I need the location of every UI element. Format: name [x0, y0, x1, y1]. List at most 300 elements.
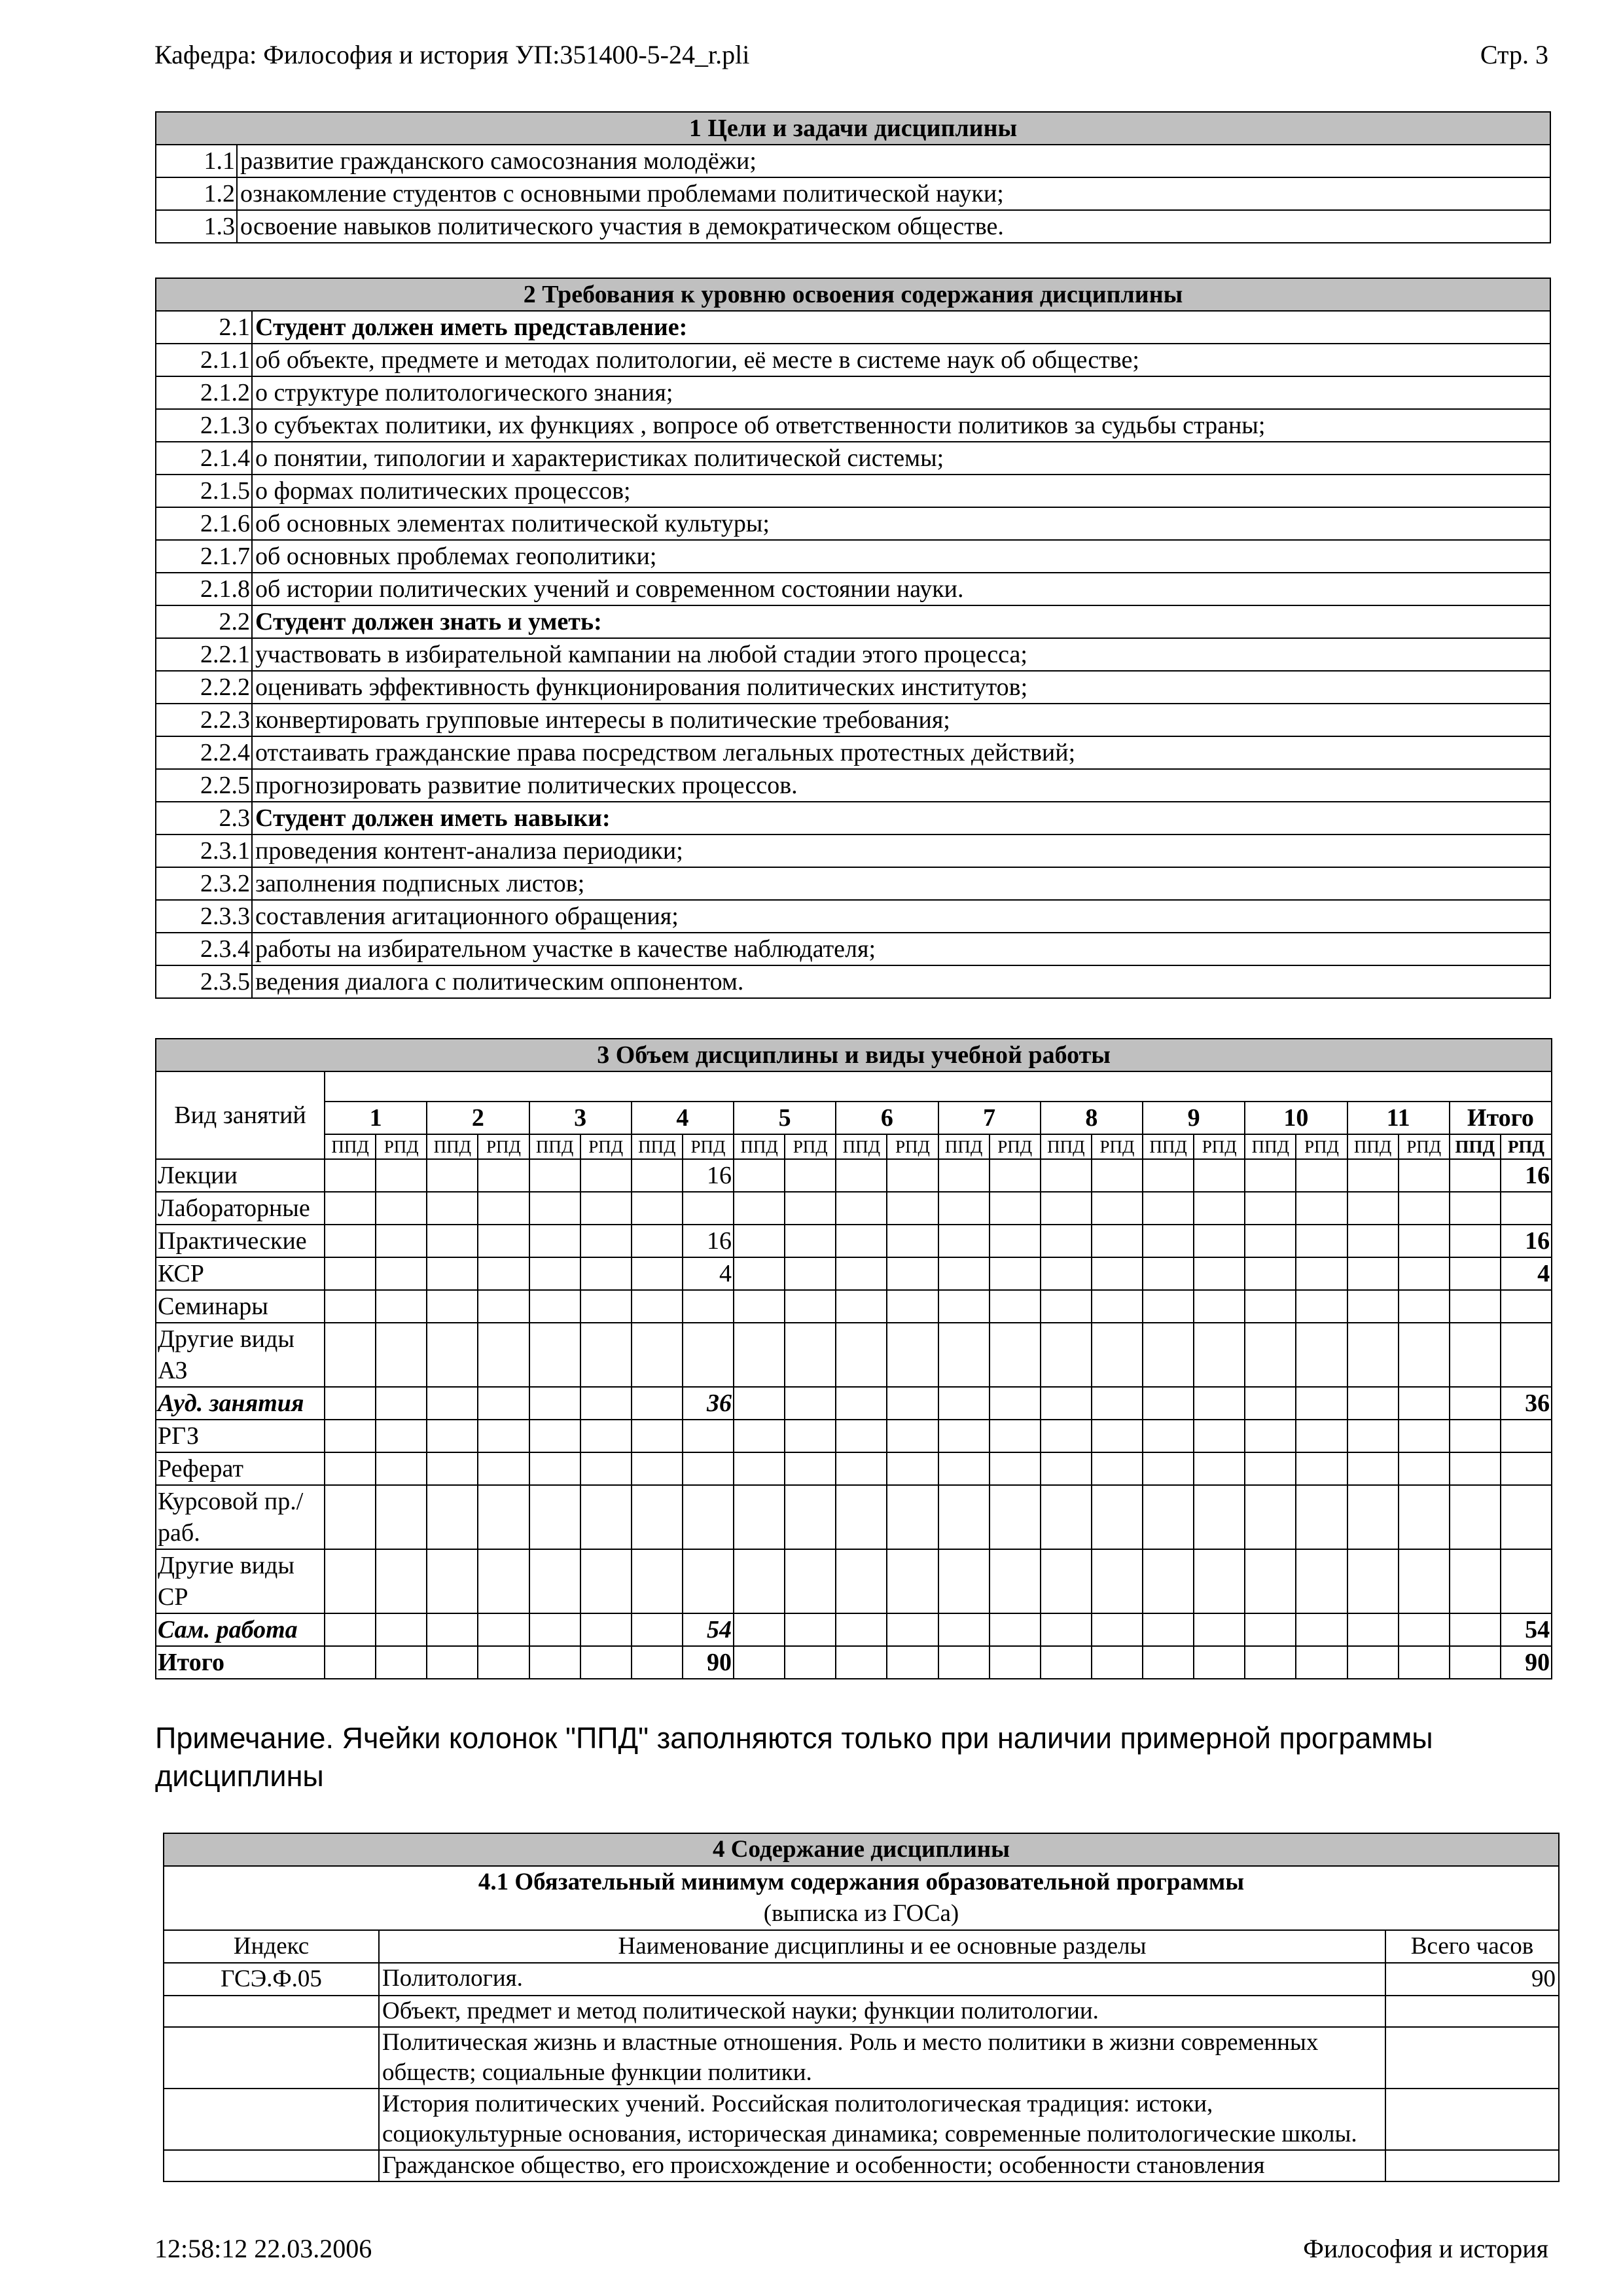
semester-4-value [683, 1485, 734, 1549]
value-cell [376, 1452, 427, 1485]
semester-4-value: 16 [683, 1159, 734, 1192]
value-cell [990, 1387, 1041, 1420]
value-cell [325, 1485, 376, 1549]
value-cell [1143, 1485, 1194, 1549]
value-cell [529, 1452, 580, 1485]
total-value [1501, 1323, 1552, 1387]
value-cell [427, 1257, 478, 1290]
value-cell [325, 1387, 376, 1420]
value-cell [1347, 1387, 1399, 1420]
value-cell [1194, 1485, 1245, 1549]
value-cell [478, 1613, 529, 1646]
value-cell [632, 1452, 683, 1485]
value-cell [478, 1290, 529, 1323]
value-cell [1194, 1549, 1245, 1613]
value-cell [1399, 1323, 1450, 1387]
semester-4-value [683, 1192, 734, 1225]
row-name: Политическая жизнь и властные отношения. Роль и место политики в жизни современных обществ; социальные функции политики. [379, 2027, 1385, 2089]
semester-4-value: 16 [683, 1225, 734, 1257]
column-header-hours: Всего часов [1385, 1930, 1559, 1963]
value-cell [887, 1159, 938, 1192]
table-row [164, 2150, 1559, 2181]
value-cell [734, 1225, 785, 1257]
value-cell [478, 1192, 529, 1225]
value-cell [1296, 1452, 1347, 1485]
value-cell [887, 1613, 938, 1646]
row-number: 2.1.4 [156, 442, 252, 475]
semester-header: 6 [836, 1102, 938, 1134]
value-cell [1450, 1646, 1501, 1679]
table-row [156, 834, 1550, 867]
row-text: Студент должен иметь представление: [252, 311, 1550, 344]
table-row [156, 1159, 1552, 1192]
value-cell [376, 1646, 427, 1679]
value-cell [376, 1387, 427, 1420]
value-cell [1347, 1549, 1399, 1613]
value-cell [529, 1549, 580, 1613]
value-cell [887, 1192, 938, 1225]
value-cell [1347, 1257, 1399, 1290]
value-cell [427, 1225, 478, 1257]
value-cell [1296, 1323, 1347, 1387]
row-label: Курсовой пр./раб. [156, 1485, 325, 1549]
value-cell [1296, 1549, 1347, 1613]
value-cell [1143, 1323, 1194, 1387]
value-cell [1194, 1323, 1245, 1387]
column-header-type: Вид занятий [156, 1071, 325, 1159]
value-cell [938, 1549, 990, 1613]
value-cell [836, 1420, 887, 1452]
row-text: оценивать эффективность функционирования политических институтов; [252, 671, 1550, 704]
table-row [156, 1387, 1552, 1420]
table-row [156, 311, 1550, 344]
value-cell [1143, 1613, 1194, 1646]
value-cell [785, 1646, 836, 1679]
value-cell [938, 1192, 990, 1225]
total-value: 4 [1501, 1257, 1552, 1290]
value-cell [478, 1159, 529, 1192]
table-row [156, 1485, 1552, 1549]
value-cell [325, 1290, 376, 1323]
value-cell [785, 1225, 836, 1257]
row-label: Другие виды АЗ [156, 1323, 325, 1387]
subsection-title [164, 1866, 1559, 1898]
ppd-header: ППД [1450, 1134, 1501, 1159]
value-cell [580, 1420, 632, 1452]
row-text: об истории политических учений и современном состоянии науки. [252, 573, 1550, 605]
table-row [156, 1257, 1552, 1290]
total-value [1501, 1290, 1552, 1323]
value-cell [1092, 1323, 1143, 1387]
value-cell [478, 1646, 529, 1679]
value-cell [1347, 1646, 1399, 1679]
value-cell [785, 1613, 836, 1646]
row-text: о формах политических процессов; [252, 475, 1550, 507]
value-cell [529, 1159, 580, 1192]
row-number: 2.1.5 [156, 475, 252, 507]
value-cell [1143, 1646, 1194, 1679]
row-number: 2.2.5 [156, 769, 252, 802]
value-cell [1092, 1420, 1143, 1452]
rpd-header: РПД [1194, 1134, 1245, 1159]
value-cell [887, 1323, 938, 1387]
table-row [164, 2027, 1559, 2089]
row-label: Ауд. занятия [156, 1387, 325, 1420]
value-cell [887, 1646, 938, 1679]
row-text: заполнения подписных листов; [252, 867, 1550, 900]
value-cell [785, 1452, 836, 1485]
value-cell [478, 1225, 529, 1257]
rpd-header: РПД [1296, 1134, 1347, 1159]
row-number: 2.3.1 [156, 834, 252, 867]
value-cell [990, 1323, 1041, 1387]
value-cell [478, 1387, 529, 1420]
value-cell [734, 1159, 785, 1192]
value-cell [1450, 1225, 1501, 1257]
value-cell [325, 1613, 376, 1646]
value-cell [427, 1420, 478, 1452]
value-cell [529, 1192, 580, 1225]
value-cell [1092, 1192, 1143, 1225]
content-table [163, 1833, 1560, 2182]
table-row [156, 867, 1550, 900]
row-hours [1385, 2150, 1559, 2181]
value-cell [836, 1225, 887, 1257]
value-cell [1143, 1225, 1194, 1257]
value-cell [1399, 1159, 1450, 1192]
table-row [156, 704, 1550, 736]
value-cell [376, 1159, 427, 1192]
value-cell [580, 1225, 632, 1257]
row-text: освоение навыков политического участия в демократическом обществе. [237, 210, 1550, 243]
value-cell [580, 1257, 632, 1290]
semester-header: 11 [1347, 1102, 1450, 1134]
row-text: ведения диалога с политическим оппонентом. [252, 965, 1550, 998]
value-cell [1143, 1549, 1194, 1613]
semester-4-value: 4 [683, 1257, 734, 1290]
section-title: 1 Цели и задачи дисциплины [156, 112, 1550, 145]
section-title: 4 Содержание дисциплины [164, 1833, 1559, 1866]
total-value [1501, 1549, 1552, 1613]
value-cell [1245, 1485, 1296, 1549]
value-cell [1245, 1159, 1296, 1192]
value-cell [990, 1646, 1041, 1679]
value-cell [427, 1323, 478, 1387]
row-text: о понятии, типологии и характеристиках политической системы; [252, 442, 1550, 475]
value-cell [427, 1452, 478, 1485]
table-row [156, 802, 1550, 834]
value-cell [1399, 1192, 1450, 1225]
value-cell [529, 1225, 580, 1257]
value-cell [1450, 1420, 1501, 1452]
row-number: 2.3.5 [156, 965, 252, 998]
empty-header-cell [325, 1071, 1552, 1102]
row-label: Другие виды СР [156, 1549, 325, 1613]
value-cell [1041, 1485, 1092, 1549]
ppd-header: ППД [1347, 1134, 1399, 1159]
value-cell [376, 1420, 427, 1452]
value-cell [376, 1192, 427, 1225]
ppd-header: ППД [325, 1134, 376, 1159]
subsection-note: (выписка из ГОСа) [164, 1898, 1559, 1930]
value-cell [1092, 1452, 1143, 1485]
rpd-header: РПД [1399, 1134, 1450, 1159]
total-value: 54 [1501, 1613, 1552, 1646]
page-header-left: Кафедра: Философия и история УП:351400-5-24_r.pli [154, 40, 750, 69]
value-cell [1399, 1257, 1450, 1290]
row-label: Лабораторные [156, 1192, 325, 1225]
value-cell [734, 1192, 785, 1225]
table-row [156, 736, 1550, 769]
semester-header: Итого [1450, 1102, 1552, 1134]
value-cell [1092, 1290, 1143, 1323]
value-cell [1194, 1420, 1245, 1452]
row-text: отстаивать гражданские права посредством легальных протестных действий; [252, 736, 1550, 769]
ppd-header: ППД [938, 1134, 990, 1159]
value-cell [887, 1257, 938, 1290]
value-cell [1450, 1323, 1501, 1387]
semester-4-value: 90 [683, 1646, 734, 1679]
value-cell [1245, 1323, 1296, 1387]
table-row [156, 376, 1550, 409]
value-cell [1245, 1387, 1296, 1420]
value-cell [1041, 1613, 1092, 1646]
value-cell [478, 1257, 529, 1290]
value-cell [1245, 1613, 1296, 1646]
value-cell [1041, 1159, 1092, 1192]
value-cell [990, 1420, 1041, 1452]
row-label: Реферат [156, 1452, 325, 1485]
value-cell [1245, 1549, 1296, 1613]
value-cell [734, 1420, 785, 1452]
row-text: Студент должен иметь навыки: [252, 802, 1550, 834]
table-row [156, 1290, 1552, 1323]
value-cell [580, 1323, 632, 1387]
value-cell [325, 1323, 376, 1387]
value-cell [836, 1323, 887, 1387]
value-cell [1194, 1387, 1245, 1420]
value-cell [376, 1549, 427, 1613]
ppd-header: ППД [836, 1134, 887, 1159]
row-hours [1385, 2027, 1559, 2089]
value-cell [990, 1290, 1041, 1323]
value-cell [1347, 1290, 1399, 1323]
value-cell [734, 1549, 785, 1613]
value-cell [1041, 1323, 1092, 1387]
value-cell [427, 1159, 478, 1192]
value-cell [887, 1387, 938, 1420]
total-value: 16 [1501, 1225, 1552, 1257]
value-cell [325, 1420, 376, 1452]
value-cell [1143, 1452, 1194, 1485]
value-cell [1450, 1257, 1501, 1290]
value-cell [1399, 1387, 1450, 1420]
value-cell [478, 1485, 529, 1549]
value-cell [580, 1452, 632, 1485]
value-cell [1092, 1225, 1143, 1257]
value-cell [632, 1290, 683, 1323]
value-cell [478, 1323, 529, 1387]
table-row [156, 1225, 1552, 1257]
value-cell [1399, 1485, 1450, 1549]
row-number: 2.1.3 [156, 409, 252, 442]
value-cell [632, 1613, 683, 1646]
value-cell [1143, 1420, 1194, 1452]
value-cell [1041, 1387, 1092, 1420]
requirements-table [155, 278, 1551, 999]
value-cell [1296, 1159, 1347, 1192]
row-text: об основных элементах политической культуры; [252, 507, 1550, 540]
value-cell [529, 1387, 580, 1420]
page-number: Стр. 3 [1480, 40, 1548, 69]
value-cell [1245, 1452, 1296, 1485]
value-cell [1194, 1290, 1245, 1323]
semester-4-value: 54 [683, 1613, 734, 1646]
value-cell [1092, 1613, 1143, 1646]
value-cell [325, 1225, 376, 1257]
value-cell [427, 1549, 478, 1613]
value-cell [427, 1646, 478, 1679]
value-cell [1194, 1613, 1245, 1646]
table-row [156, 638, 1550, 671]
value-cell [632, 1257, 683, 1290]
ppd-header: ППД [529, 1134, 580, 1159]
value-cell [325, 1159, 376, 1192]
semester-4-value [683, 1420, 734, 1452]
semester-header: 10 [1245, 1102, 1347, 1134]
value-cell [478, 1452, 529, 1485]
value-cell [785, 1290, 836, 1323]
value-cell [734, 1323, 785, 1387]
value-cell [1347, 1613, 1399, 1646]
value-cell [325, 1192, 376, 1225]
value-cell [785, 1387, 836, 1420]
rpd-header: РПД [478, 1134, 529, 1159]
value-cell [1450, 1290, 1501, 1323]
value-cell [580, 1192, 632, 1225]
row-label: Итого [156, 1646, 325, 1679]
row-number: 2.3.4 [156, 933, 252, 965]
value-cell [836, 1387, 887, 1420]
table-row [156, 1323, 1552, 1387]
value-cell [1347, 1323, 1399, 1387]
value-cell [1347, 1159, 1399, 1192]
row-number: 2.3.3 [156, 900, 252, 933]
rpd-header: РПД [580, 1134, 632, 1159]
row-name: Гражданское общество, его происхождение и особенности; особенности становления [379, 2150, 1385, 2181]
value-cell [990, 1159, 1041, 1192]
value-cell [1245, 1646, 1296, 1679]
goals-table [155, 111, 1551, 243]
table-row [156, 344, 1550, 376]
value-cell [1194, 1452, 1245, 1485]
value-cell [1450, 1452, 1501, 1485]
value-cell [1092, 1549, 1143, 1613]
value-cell [1347, 1420, 1399, 1452]
value-cell [478, 1549, 529, 1613]
semester-header: 2 [427, 1102, 529, 1134]
row-index [164, 2089, 379, 2150]
value-cell [1450, 1387, 1501, 1420]
row-text: об объекте, предмете и методах политологии, её месте в системе наук об обществе; [252, 344, 1550, 376]
value-cell [1399, 1420, 1450, 1452]
table-row [156, 145, 1550, 177]
value-cell [785, 1549, 836, 1613]
value-cell [1296, 1290, 1347, 1323]
value-cell [1399, 1646, 1450, 1679]
value-cell [1347, 1225, 1399, 1257]
value-cell [990, 1452, 1041, 1485]
row-text: прогнозировать развитие политических процессов. [252, 769, 1550, 802]
value-cell [734, 1387, 785, 1420]
value-cell [1399, 1452, 1450, 1485]
value-cell [785, 1192, 836, 1225]
value-cell [990, 1192, 1041, 1225]
row-text: об основных проблемах геополитики; [252, 540, 1550, 573]
semester-4-value [683, 1290, 734, 1323]
value-cell [1245, 1225, 1296, 1257]
value-cell [785, 1323, 836, 1387]
row-index [164, 1996, 379, 2027]
table-row [156, 442, 1550, 475]
row-text: ознакомление студентов с основными проблемами политической науки; [237, 177, 1550, 210]
row-text: развитие гражданского самосознания молодёжи; [237, 145, 1550, 177]
row-number: 2.3 [156, 802, 252, 834]
row-label: Лекции [156, 1159, 325, 1192]
value-cell [938, 1420, 990, 1452]
row-index [164, 2027, 379, 2089]
value-cell [325, 1452, 376, 1485]
semester-header: 4 [632, 1102, 734, 1134]
column-header-name: Наименование дисциплины и ее основные разделы [379, 1930, 1385, 1963]
value-cell [734, 1452, 785, 1485]
value-cell [1399, 1613, 1450, 1646]
value-cell [938, 1646, 990, 1679]
row-number: 2.1.7 [156, 540, 252, 573]
value-cell [836, 1485, 887, 1549]
value-cell [1245, 1290, 1296, 1323]
table-row [164, 1996, 1559, 2027]
semester-4-value [683, 1323, 734, 1387]
value-cell [1296, 1387, 1347, 1420]
value-cell [580, 1613, 632, 1646]
semester-header: 5 [734, 1102, 836, 1134]
value-cell [887, 1485, 938, 1549]
value-cell [632, 1159, 683, 1192]
value-cell [1143, 1159, 1194, 1192]
value-cell [325, 1257, 376, 1290]
value-cell [1296, 1613, 1347, 1646]
table-row [164, 1963, 1559, 1996]
semester-header: 9 [1143, 1102, 1245, 1134]
subsection-title-text: 4.1 Обязательный минимум содержания образовательной программы [478, 1869, 1245, 1895]
value-cell [938, 1485, 990, 1549]
value-cell [785, 1485, 836, 1549]
row-text: Студент должен знать и уметь: [252, 605, 1550, 638]
semester-4-value [683, 1549, 734, 1613]
value-cell [427, 1387, 478, 1420]
value-cell [785, 1257, 836, 1290]
value-cell [1296, 1485, 1347, 1549]
value-cell [580, 1387, 632, 1420]
value-cell [836, 1646, 887, 1679]
footer-department: Философия и история [1303, 2234, 1548, 2263]
semester-header: 1 [325, 1102, 427, 1134]
value-cell [785, 1420, 836, 1452]
table-row [156, 177, 1550, 210]
value-cell [938, 1257, 990, 1290]
value-cell [887, 1420, 938, 1452]
